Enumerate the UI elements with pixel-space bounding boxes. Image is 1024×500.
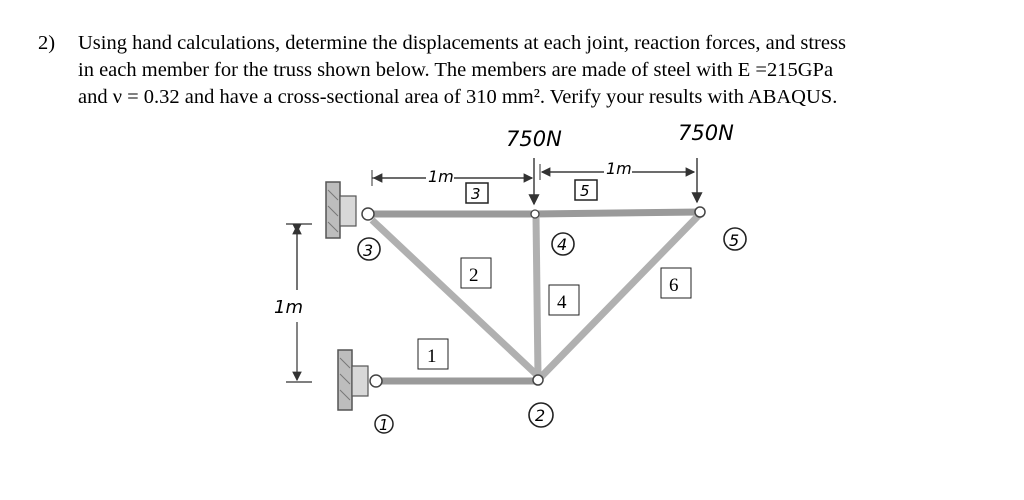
svg-text:3: 3: [363, 241, 374, 260]
svg-text:5: 5: [729, 231, 740, 250]
wall-support-top: [326, 182, 356, 238]
svg-text:5: 5: [580, 182, 590, 200]
joint-label-5: [724, 228, 746, 250]
problem-line-1: Using hand calculations, determine the displacements at each joint, reaction forces, and stress: [78, 32, 846, 54]
dimension-label-left-span: 1m: [428, 167, 454, 186]
svg-text:4: 4: [557, 235, 568, 254]
joint-label-4: [552, 233, 574, 255]
wall-support-bottom: [338, 350, 368, 410]
joint-label-1: [375, 415, 393, 434]
svg-text:3: 3: [471, 185, 481, 203]
pin-joint-3: [362, 208, 374, 220]
member-2-bar: [372, 220, 538, 376]
svg-text:2: 2: [535, 406, 546, 425]
dimension-label-right-span: 1m: [606, 159, 632, 178]
pin-joint-5: [695, 207, 705, 217]
svg-text:6: 6: [669, 275, 679, 296]
member-5-bar: [534, 212, 700, 214]
load-label-1: 750N: [506, 127, 562, 151]
member-label-5: [575, 180, 597, 200]
member-label-3: [466, 183, 488, 203]
joint-label-3: [358, 238, 380, 260]
svg-text:2: 2: [469, 265, 479, 286]
svg-text:1: 1: [427, 346, 437, 367]
pin-joint-4: [531, 210, 539, 218]
pin-joint-2: [533, 375, 543, 385]
svg-text:1: 1: [379, 416, 389, 434]
pin-joint-1: [370, 375, 382, 387]
dimension-label-height: 1m: [274, 297, 303, 318]
member-label-1: [418, 339, 448, 369]
svg-text:4: 4: [557, 292, 567, 313]
load-label-2: 750N: [678, 121, 734, 145]
member-label-2: [461, 258, 491, 288]
member-label-6: [661, 268, 691, 298]
problem-line-3: and ν = 0.32 and have a cross-sectional area of 310 mm². Verify your results with ABAQUS.: [78, 86, 838, 108]
problem-number: 2): [38, 32, 56, 54]
problem-line-2: in each member for the truss shown below. The members are made of steel with E =215GPa: [78, 59, 834, 81]
member-4-bar: [536, 216, 538, 376]
joint-label-2: [529, 403, 553, 427]
member-label-4: [549, 285, 579, 315]
